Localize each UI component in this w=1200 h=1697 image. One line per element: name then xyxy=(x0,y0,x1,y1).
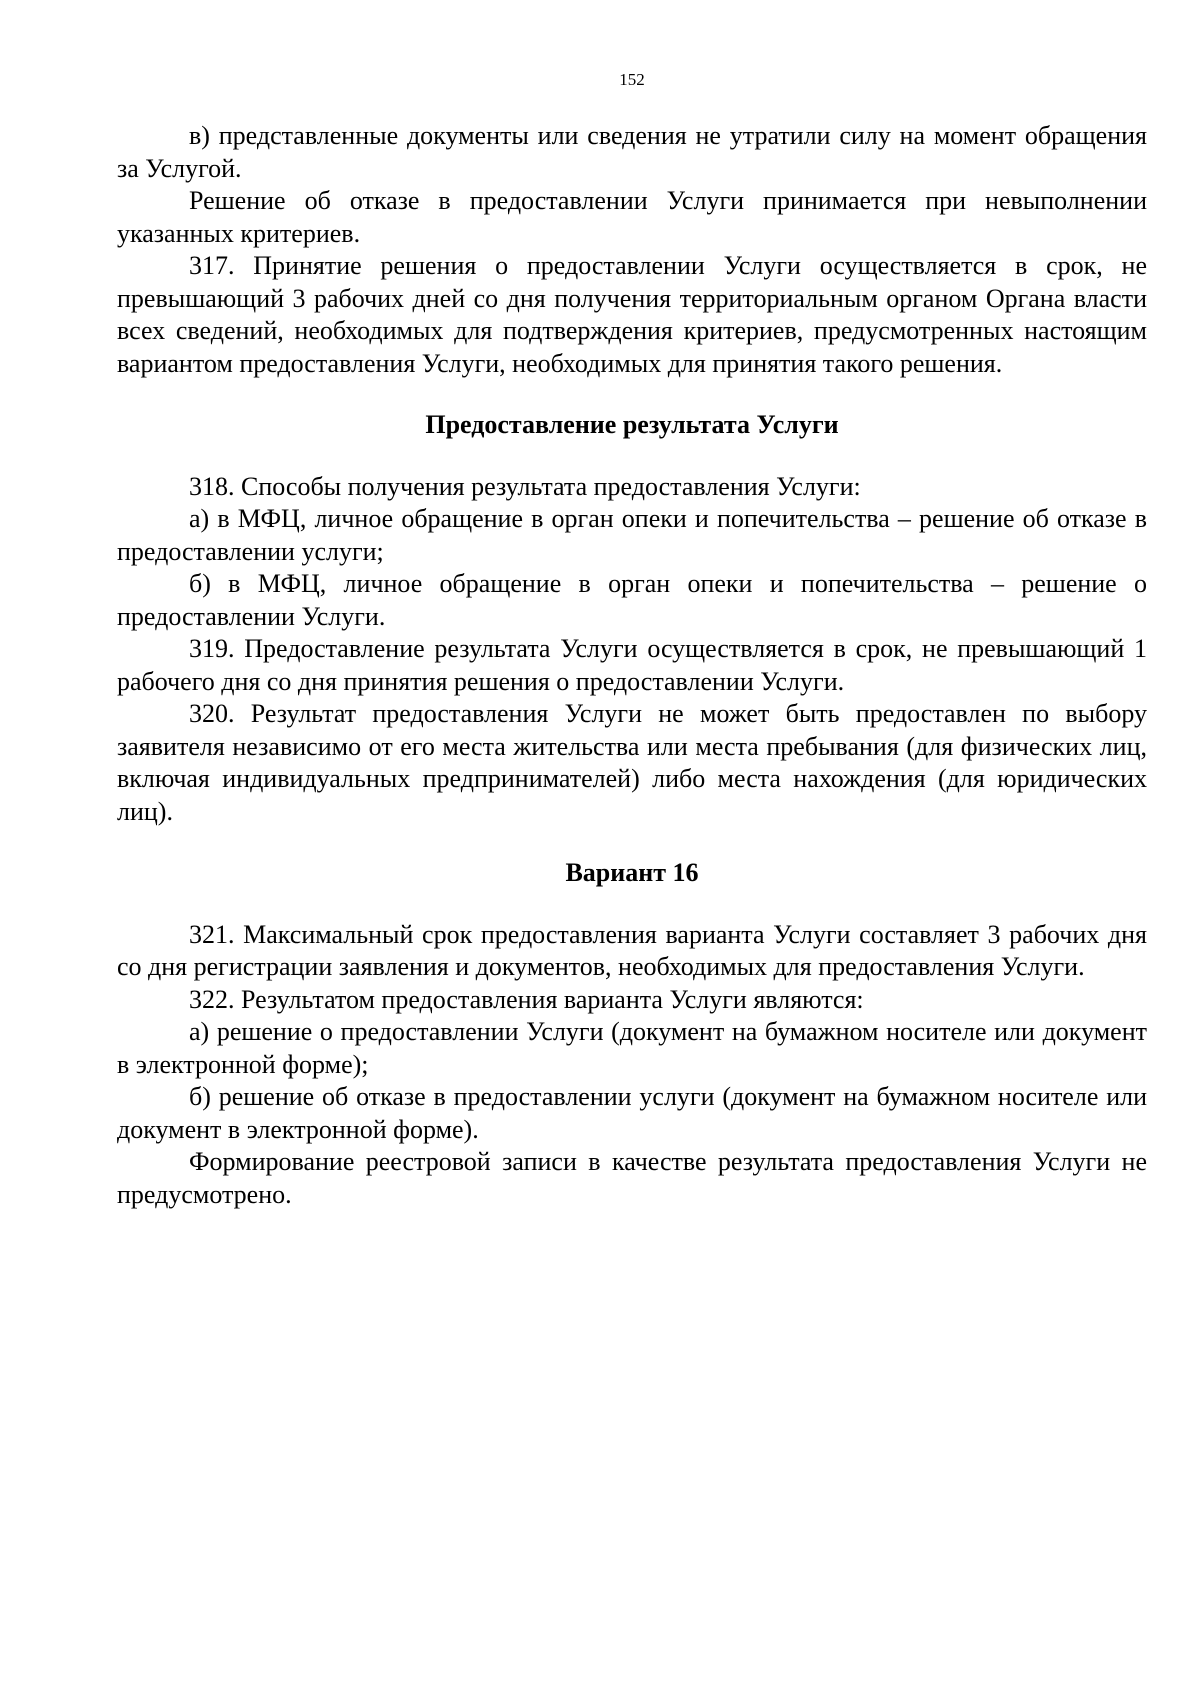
section-result-delivery xyxy=(117,409,1147,828)
section-heading-result-delivery: Предоставление результата Услуги xyxy=(425,410,839,439)
paragraph-refusal-decision: Решение об отказе в предоставлении Услуги принимается при невыполнении указанных критериев. xyxy=(117,186,1147,248)
section-variant-16 xyxy=(117,857,1147,1211)
section-heading-variant-16: Вариант 16 xyxy=(565,858,699,887)
paragraph-318: 318. Способы получения результата предоставления Услуги: xyxy=(189,471,861,501)
paragraph-321: 321. Максимальный срок предоставления варианта Услуги составляет 3 рабочих дня со дня регистрации заявления и документов, необходимых для предоставления Услуги. xyxy=(117,919,1147,981)
paragraph-318-a: а) в МФЦ, личное обращение в орган опеки и попечительства – решение об отказе в предоставлении услуги; xyxy=(117,504,1147,566)
paragraph-criterion-v: в) представленные документы или сведения не утратили силу на момент обращения за Услугой. xyxy=(117,121,1147,183)
paragraph-registry-record: Формирование реестровой записи в качестве результата предоставления Услуги не предусмотрено. xyxy=(117,1147,1147,1209)
section-criteria xyxy=(117,120,1147,380)
page-number: 152 xyxy=(619,70,645,89)
paragraph-317: 317. Принятие решения о предоставлении Услуги осуществляется в срок, не превышающий 3 рабочих дней со дня получения территориальным органом Органа власти всех сведений, необходимых для подтверждения критериев, предусмотренных настоящим вариантом предоставления Услуги, необходимых для принятия такого решения. xyxy=(117,251,1147,378)
paragraph-322-a: а) решение о предоставлении Услуги (документ на бумажном носителе или документ в электронной форме); xyxy=(117,1017,1147,1079)
paragraph-320: 320. Результат предоставления Услуги не может быть предоставлен по выбору заявителя независимо от его места жительства или места пребывания (для физических лиц, включая индивидуальных предпринимателей) либо места нахождения (для юридических лиц). xyxy=(117,699,1147,826)
paragraph-319: 319. Предоставление результата Услуги осуществляется в срок, не превышающий 1 рабочего дня со дня принятия решения о предоставлении Услуги. xyxy=(117,634,1147,696)
paragraph-322: 322. Результатом предоставления варианта Услуги являются: xyxy=(189,984,864,1014)
paragraph-322-b: б) решение об отказе в предоставлении услуги (документ на бумажном носителе или документ в электронной форме). xyxy=(117,1082,1147,1144)
paragraph-318-b: б) в МФЦ, личное обращение в орган опеки и попечительства – решение о предоставлении Услуги. xyxy=(117,569,1147,631)
document-body xyxy=(117,120,1147,1211)
